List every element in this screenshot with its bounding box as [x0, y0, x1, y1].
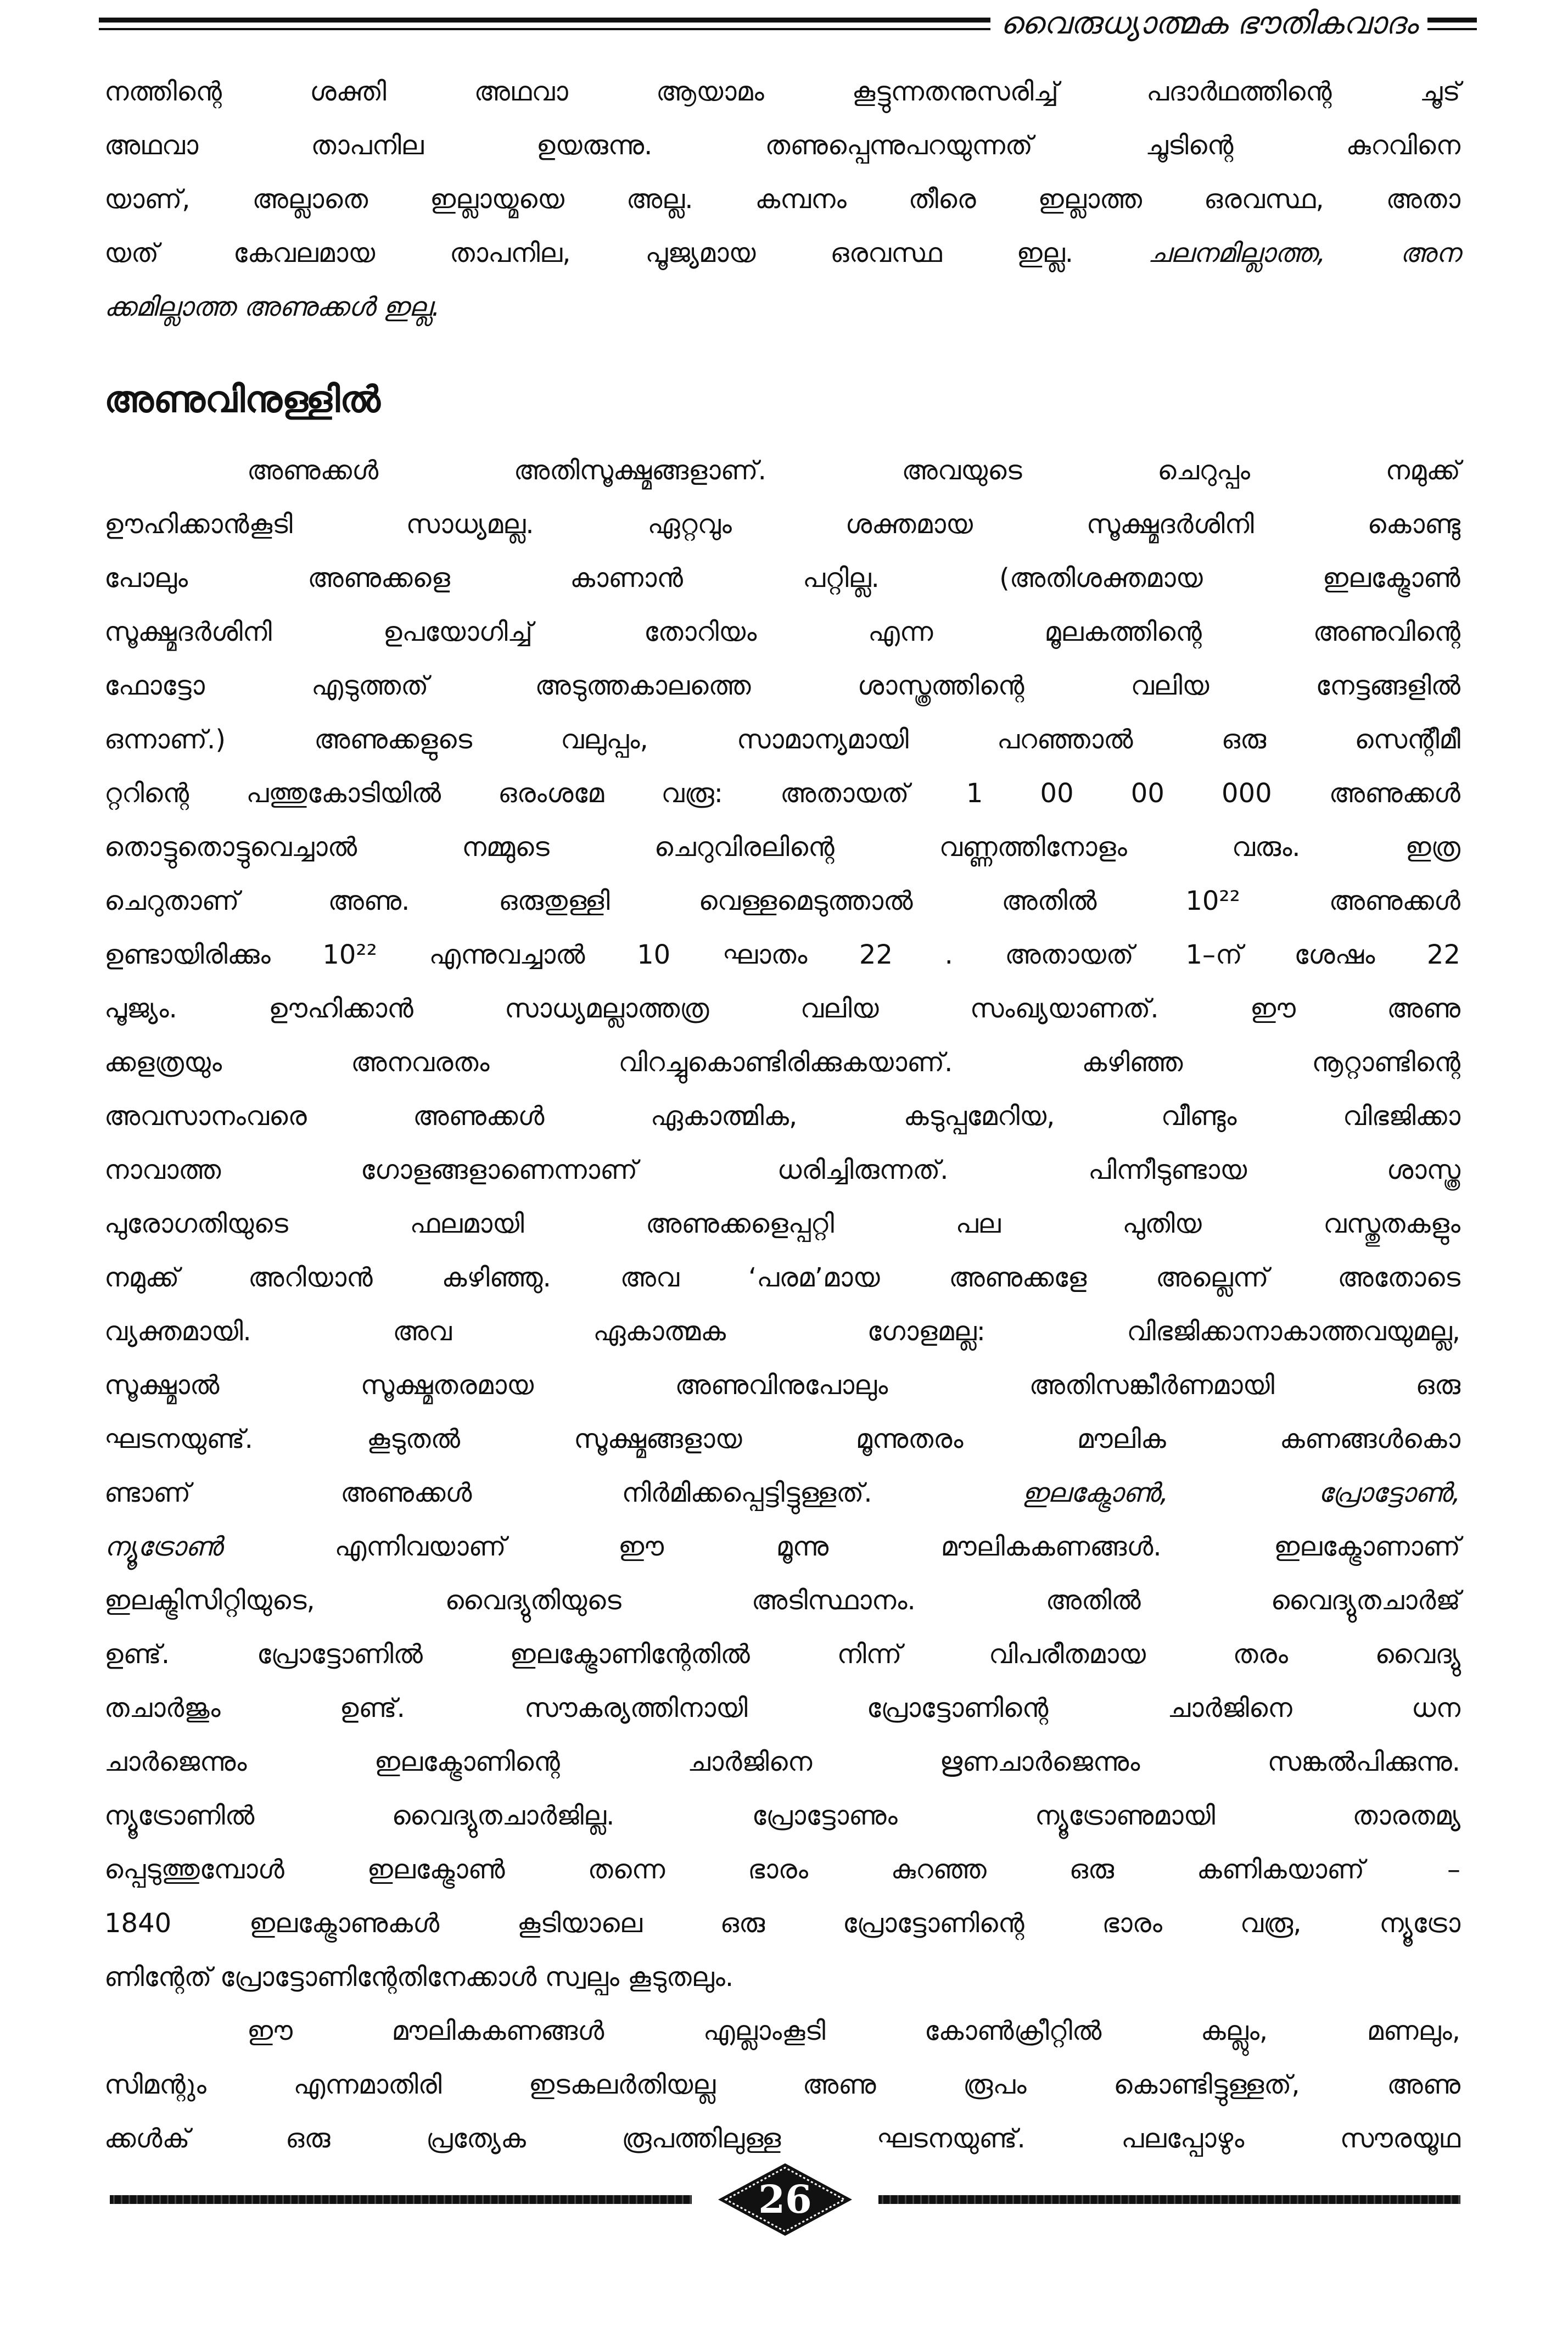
text-line: വ്യക്തമായി. അവ ഏകാത്മക ഗോളമല്ല: വിഭജിക്കാനാകാത്തവയുമല്ല, [104, 1316, 1460, 1347]
text-line: യാണ്, അല്ലാതെ ഇല്ലായ്മയെ അല്ല. കമ്പനം തീരെ ഇല്ലാത്ത ഒരവസ്ഥ, അതാ [104, 184, 1460, 215]
header-rule [99, 18, 990, 30]
text-line: ഇലക്ട്രിസിറ്റിയുടെ, വൈദ്യുതിയുടെ അടിസ്ഥാനം. അതിൽ വൈദ്യുതചാർജ് [104, 1585, 1460, 1616]
text-line [104, 226, 1460, 280]
italic-text-run: ഇലക്ട്രോൺ, പ്രോട്ടോൺ, [1022, 1478, 1460, 1508]
text-line: അവസാനംവരെ അണുക്കൾ ഏകാത്മിക, കടുപ്പമേറിയ, വീണ്ടും വിഭജിക്കാ [104, 1101, 1460, 1132]
text-line: സൂക്ഷ്മാൽ സൂക്ഷ്മതരമായ അണുവിനുപോലും അതിസങ്കീർണമായി ഒരു [104, 1370, 1460, 1401]
text-line: ഈ മൗലികകണങ്ങൾ എല്ലാംകൂടി കോൺക്രീറ്റിൽ കല്ലും, മണലും, [247, 2016, 1460, 2046]
header-rule [1427, 18, 1477, 30]
text-line: നമുക്ക് അറിയാൻ കഴിഞ്ഞു. അവ ‘പരമ’മായ അണുക്കളേ അല്ലെന്ന് അതോടെ [104, 1262, 1460, 1293]
text-line: ഘടനയുണ്ട്. കൂടുതൽ സൂക്ഷ്മങ്ങളായ മൂന്നുതരം മൗലിക കണങ്ങൾകൊ [104, 1424, 1460, 1454]
text-line: തചാർജും ഉണ്ട്. സൗകര്യത്തിനായി പ്രോട്ടോണിന്റെ ചാർജിനെ ധന [104, 1693, 1460, 1724]
text-line: ഉണ്ട്. പ്രോട്ടോണിൽ ഇലക്ട്രോണിന്റേതിൽ നിന്ന് വിപരീതമായ തരം വൈദ്യു [104, 1639, 1460, 1670]
text-line: തൊട്ടുതൊട്ടുവെച്ചാൽ നമ്മുടെ ചെറുവിരലിന്റെ വണ്ണത്തിനോളം വരും. ഇത്ര [104, 832, 1460, 863]
text-line: പുരോഗതിയുടെ ഫലമായി അണുക്കളെപ്പറ്റി പല പുതിയ വസ്തുതകളും [104, 1208, 1460, 1239]
running-header-title: വൈരുധ്യാത്മക ഭൗതികവാദം [1000, 5, 1418, 41]
text-line: ഒന്നാണ്.) അണുക്കളുടെ വലുപ്പം, സാമാന്യമായി പറഞ്ഞാൽ ഒരു സെന്റീമീ [104, 724, 1460, 755]
text-line: ക്കളത്രയും അനവരതം വിറച്ചുകൊണ്ടിരിക്കുകയാണ്. കഴിഞ്ഞ നൂറ്റാണ്ടിന്റെ [104, 1047, 1460, 1078]
footer-rule [878, 2195, 1460, 2204]
text-line [104, 1520, 1460, 1574]
text-line: ഉണ്ടായിരിക്കും 10²² എന്നുവച്ചാൽ 10 ഘാതം 22 . അതായത് 1–ന് ശേഷം 22 [104, 939, 1460, 970]
footer-rule [110, 2195, 692, 2204]
text-line [104, 1466, 1460, 1520]
text-line: ക്കൾക് ഒരു പ്രത്യേക രൂപത്തിലുള്ള ഘടനയുണ്ട്. പലപ്പോഴും സൗരയൂഥ [104, 2123, 1460, 2154]
page-number: 26 [758, 2176, 812, 2222]
text-run: എന്നിവയാണ് ഈ മൂന്നു മൗലികകണങ്ങൾ. ഇലക്ട്രോണാണ് [334, 1531, 1460, 1562]
text-line: പ്പെടുത്തുമ്പോൾ ഇലക്ട്രോൺ തന്നെ ഭാരം കുറഞ്ഞ ഒരു കണികയാണ് – [104, 1854, 1460, 1885]
text-line: 1840 ഇലക്ട്രോണുകൾ കൂടിയാലെ ഒരു പ്രോട്ടോണിന്റെ ഭാരം വരൂ, ന്യൂട്രോ [104, 1908, 1460, 1939]
text-line: നാവാത്ത ഗോളങ്ങളാണെന്നാണ് ധരിച്ചിരുന്നത്. പിന്നീടുണ്ടായ ശാസ്ത്ര [104, 1155, 1460, 1185]
text-line: നത്തിന്റെ ശക്തി അഥവാ ആയാമം കൂട്ടുന്നതനുസരിച്ച് പദാർഥത്തിന്റെ ചൂട് [104, 76, 1460, 107]
text-line: സിമന്റും എന്നമാതിരി ഇടകലർതിയല്ല അണു രൂപം കൊണ്ടിട്ടുള്ളത്, അണു [104, 2069, 1460, 2100]
running-header [99, 4, 1477, 43]
text-line: ണിന്റേത് പ്രോട്ടോണിന്റേതിനേക്കാൾ സ്വല്പം കൂടുതലും. [104, 1962, 734, 1993]
italic-text-run: ന്യൂട്രോൺ [104, 1531, 222, 1562]
text-line: അണുക്കൾ അതിസൂക്ഷ്മങ്ങളാണ്. അവയുടെ ചെറുപ്പം നമുക്ക് [247, 455, 1460, 486]
text-run: യത് കേവലമായ താപനില, പൂജ്യമായ ഒരവസ്ഥ ഇല്ല. [104, 238, 1074, 268]
text-line: ഊഹിക്കാൻകൂടി സാധ്യമല്ല. ഏറ്റവും ശക്തമായ സൂക്ഷ്മദർശിനി കൊണ്ടു [104, 509, 1460, 540]
text-run: ണ്ടാണ് അണുക്കൾ നിർമിക്കപ്പെട്ടിട്ടുള്ളത്. [104, 1478, 872, 1508]
text-line: ഫോട്ടോ എടുത്തത് അടുത്തകാലത്തെ ശാസ്ത്രത്തിന്റെ വലിയ നേട്ടങ്ങളിൽ [104, 670, 1460, 701]
page-number-ornament [718, 2163, 852, 2236]
page-footer [110, 2163, 1460, 2240]
text-line: ന്യൂട്രോണിൽ വൈദ്യുതചാർജില്ല. പ്രോട്ടോണും ന്യൂട്രോണുമായി താരതമ്യ [104, 1800, 1460, 1831]
text-line: പോലും അണുക്കളെ കാണാൻ പറ്റില്ല. (അതിശക്തമായ ഇലക്ട്രോൺ [104, 563, 1460, 594]
text-line: സൂക്ഷ്മദർശിനി ഉപയോഗിച്ച് തോറിയം എന്ന മൂലകത്തിന്റെ അണുവിന്റെ [104, 617, 1460, 647]
text-line: ചെറുതാണ് അണു. ഒരുതുള്ളി വെള്ളമെടുത്താൽ അതിൽ 10²² അണുക്കൾ [104, 886, 1460, 916]
text-line: അഥവാ താപനില ഉയരുന്നു. തണുപ്പെന്നുപറയുന്നത് ചൂടിന്റെ കുറവിനെ [104, 130, 1460, 161]
body-text [104, 65, 1460, 2166]
section-heading: അണുവിനുള്ളിൽ [104, 378, 380, 421]
italic-text-run: ചലനമില്ലാത്ത, അന [1147, 238, 1460, 268]
text-line: റ്ററിന്റെ പത്തുകോടിയിൽ ഒരംശമേ വരൂ: അതായത് 1 00 00 000 അണുക്കൾ [104, 778, 1460, 809]
text-line: ചാർജെന്നും ഇലക്ട്രോണിന്റെ ചാർജിനെ ഋണചാർജെന്നും സങ്കൽപിക്കുന്നു. [104, 1747, 1460, 1777]
text-line: പൂജ്യം. ഊഹിക്കാൻ സാധ്യമല്ലാത്തത്ര വലിയ സംഖ്യയാണത്. ഈ അണു [104, 993, 1460, 1024]
text-line: ക്കമില്ലാത്ത അണുക്കൾ ഇല്ല. [104, 292, 440, 322]
